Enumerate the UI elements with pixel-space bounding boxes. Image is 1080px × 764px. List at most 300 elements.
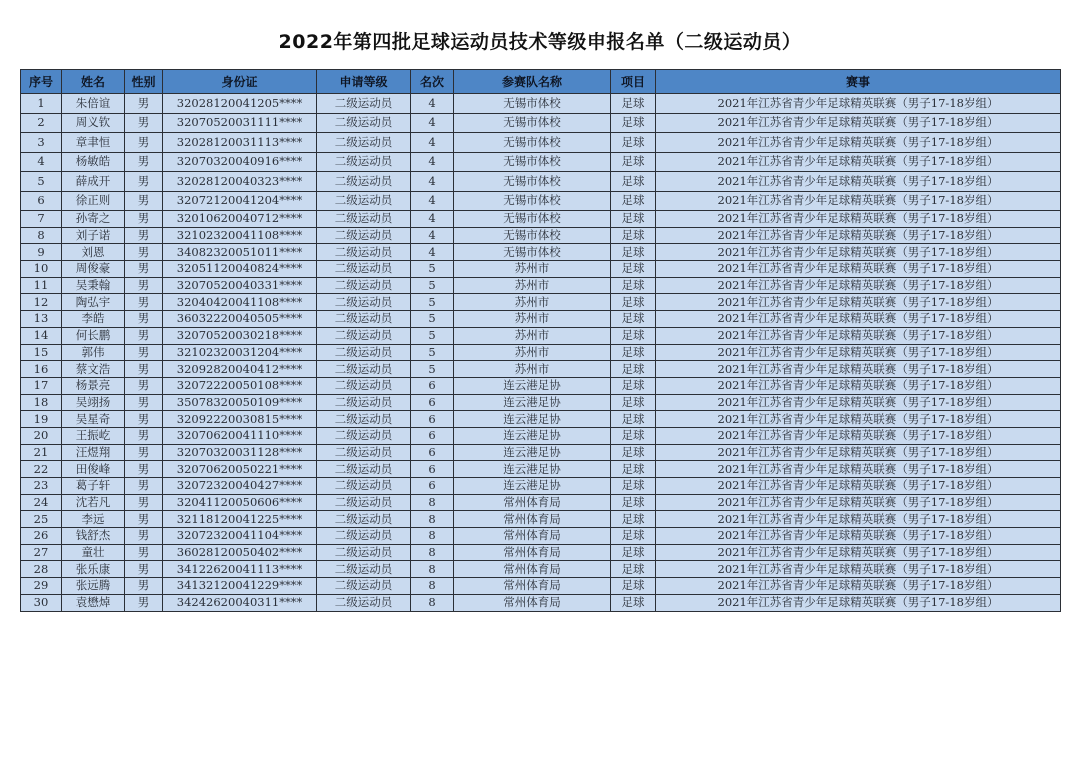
cell-event: 2021年江苏省青少年足球精英联赛（男子17-18岁组） [656, 544, 1061, 561]
cell-sport: 足球 [611, 344, 656, 361]
cell-team: 常州体育局 [454, 561, 611, 578]
cell-sport: 足球 [611, 172, 656, 192]
cell-name: 朱倍谊 [62, 94, 125, 114]
cell-id-number: 32102320041108**** [163, 227, 317, 244]
cell-rank: 8 [411, 578, 454, 595]
cell-gender: 男 [125, 344, 163, 361]
cell-sport: 足球 [611, 261, 656, 278]
cell-event: 2021年江苏省青少年足球精英联赛（男子17-18岁组） [656, 311, 1061, 328]
table-row [21, 152, 1061, 172]
cell-name: 王振屹 [62, 427, 125, 444]
cell-rank: 6 [411, 377, 454, 394]
cell-rank: 8 [411, 561, 454, 578]
table-row [21, 377, 1061, 394]
table-row [21, 277, 1061, 294]
cell-name: 袁懋焯 [62, 594, 125, 611]
cell-rank: 6 [411, 444, 454, 461]
cell-id-number: 32028120040323**** [163, 172, 317, 192]
cell-team: 无锡市体校 [454, 211, 611, 228]
cell-level: 二级运动员 [317, 594, 411, 611]
cell-sport: 足球 [611, 211, 656, 228]
cell-gender: 男 [125, 327, 163, 344]
cell-id-number: 34242620040311**** [163, 594, 317, 611]
cell-event: 2021年江苏省青少年足球精英联赛（男子17-18岁组） [656, 94, 1061, 114]
cell-name: 章聿恒 [62, 133, 125, 153]
cell-name: 沈若凡 [62, 494, 125, 511]
cell-name: 薛成开 [62, 172, 125, 192]
cell-event: 2021年江苏省青少年足球精英联赛（男子17-18岁组） [656, 152, 1061, 172]
cell-team: 常州体育局 [454, 594, 611, 611]
cell-sport: 足球 [611, 377, 656, 394]
table-row [21, 261, 1061, 278]
cell-index: 27 [21, 544, 62, 561]
cell-name: 童壮 [62, 544, 125, 561]
cell-gender: 男 [125, 578, 163, 595]
cell-event: 2021年江苏省青少年足球精英联赛（男子17-18岁组） [656, 113, 1061, 133]
cell-rank: 5 [411, 327, 454, 344]
cell-level: 二级运动员 [317, 172, 411, 192]
cell-event: 2021年江苏省青少年足球精英联赛（男子17-18岁组） [656, 244, 1061, 261]
cell-sport: 足球 [611, 277, 656, 294]
cell-sport: 足球 [611, 578, 656, 595]
cell-sport: 足球 [611, 113, 656, 133]
cell-event: 2021年江苏省青少年足球精英联赛（男子17-18岁组） [656, 561, 1061, 578]
cell-name: 孙寄之 [62, 211, 125, 228]
cell-id-number: 34132120041229**** [163, 578, 317, 595]
cell-level: 二级运动员 [317, 113, 411, 133]
cell-name: 刘子诺 [62, 227, 125, 244]
cell-team: 苏州市 [454, 327, 611, 344]
table-row [21, 544, 1061, 561]
cell-gender: 男 [125, 511, 163, 528]
cell-rank: 5 [411, 344, 454, 361]
cell-index: 16 [21, 361, 62, 378]
table-row [21, 511, 1061, 528]
cell-gender: 男 [125, 377, 163, 394]
cell-team: 苏州市 [454, 277, 611, 294]
table-row [21, 294, 1061, 311]
cell-id-number: 32072120041204**** [163, 191, 317, 211]
cell-level: 二级运动员 [317, 411, 411, 428]
cell-event: 2021年江苏省青少年足球精英联赛（男子17-18岁组） [656, 344, 1061, 361]
cell-name: 杨景亮 [62, 377, 125, 394]
cell-index: 3 [21, 133, 62, 153]
cell-level: 二级运动员 [317, 244, 411, 261]
column-header-gender: 性别 [125, 70, 163, 94]
cell-level: 二级运动员 [317, 191, 411, 211]
cell-rank: 4 [411, 211, 454, 228]
cell-team: 连云港足协 [454, 394, 611, 411]
cell-sport: 足球 [611, 511, 656, 528]
cell-rank: 6 [411, 394, 454, 411]
cell-index: 14 [21, 327, 62, 344]
cell-event: 2021年江苏省青少年足球精英联赛（男子17-18岁组） [656, 327, 1061, 344]
cell-level: 二级运动员 [317, 152, 411, 172]
cell-level: 二级运动员 [317, 511, 411, 528]
cell-sport: 足球 [611, 478, 656, 495]
cell-gender: 男 [125, 311, 163, 328]
cell-id-number: 32028120031113**** [163, 133, 317, 153]
cell-id-number: 32070620050221**** [163, 461, 317, 478]
cell-id-number: 32070520030218**** [163, 327, 317, 344]
cell-name: 汪煜翔 [62, 444, 125, 461]
cell-team: 无锡市体校 [454, 152, 611, 172]
cell-gender: 男 [125, 191, 163, 211]
table-row [21, 594, 1061, 611]
cell-name: 徐正则 [62, 191, 125, 211]
cell-team: 连云港足协 [454, 478, 611, 495]
cell-index: 8 [21, 227, 62, 244]
cell-sport: 足球 [611, 411, 656, 428]
table-row [21, 394, 1061, 411]
cell-id-number: 36028120050402**** [163, 544, 317, 561]
cell-event: 2021年江苏省青少年足球精英联赛（男子17-18岁组） [656, 594, 1061, 611]
cell-sport: 足球 [611, 528, 656, 545]
cell-index: 29 [21, 578, 62, 595]
cell-team: 常州体育局 [454, 528, 611, 545]
cell-team: 苏州市 [454, 311, 611, 328]
cell-gender: 男 [125, 94, 163, 114]
roster-table [20, 69, 1061, 612]
cell-event: 2021年江苏省青少年足球精英联赛（男子17-18岁组） [656, 211, 1061, 228]
cell-sport: 足球 [611, 427, 656, 444]
table-row [21, 494, 1061, 511]
table-row [21, 578, 1061, 595]
cell-rank: 4 [411, 244, 454, 261]
cell-gender: 男 [125, 461, 163, 478]
column-header-index: 序号 [21, 70, 62, 94]
cell-id-number: 34082320051011**** [163, 244, 317, 261]
cell-sport: 足球 [611, 361, 656, 378]
cell-index: 4 [21, 152, 62, 172]
cell-id-number: 32070620041110**** [163, 427, 317, 444]
cell-event: 2021年江苏省青少年足球精英联赛（男子17-18岁组） [656, 377, 1061, 394]
cell-level: 二级运动员 [317, 444, 411, 461]
table-row [21, 444, 1061, 461]
cell-level: 二级运动员 [317, 227, 411, 244]
cell-rank: 4 [411, 94, 454, 114]
cell-rank: 4 [411, 133, 454, 153]
cell-index: 28 [21, 561, 62, 578]
cell-id-number: 32092220030815**** [163, 411, 317, 428]
cell-event: 2021年江苏省青少年足球精英联赛（男子17-18岁组） [656, 361, 1061, 378]
cell-team: 无锡市体校 [454, 94, 611, 114]
cell-event: 2021年江苏省青少年足球精英联赛（男子17-18岁组） [656, 191, 1061, 211]
cell-gender: 男 [125, 528, 163, 545]
cell-rank: 5 [411, 311, 454, 328]
cell-team: 连云港足协 [454, 377, 611, 394]
table-row [21, 461, 1061, 478]
cell-index: 17 [21, 377, 62, 394]
cell-level: 二级运动员 [317, 561, 411, 578]
table-row [21, 344, 1061, 361]
cell-level: 二级运动员 [317, 394, 411, 411]
cell-index: 15 [21, 344, 62, 361]
cell-event: 2021年江苏省青少年足球精英联赛（男子17-18岁组） [656, 294, 1061, 311]
cell-gender: 男 [125, 294, 163, 311]
cell-level: 二级运动员 [317, 478, 411, 495]
cell-level: 二级运动员 [317, 311, 411, 328]
table-row [21, 528, 1061, 545]
cell-gender: 男 [125, 172, 163, 192]
cell-id-number: 32072220050108**** [163, 377, 317, 394]
cell-sport: 足球 [611, 133, 656, 153]
column-header-level: 申请等级 [317, 70, 411, 94]
table-row [21, 94, 1061, 114]
cell-level: 二级运动员 [317, 294, 411, 311]
cell-id-number: 32040420041108**** [163, 294, 317, 311]
cell-index: 1 [21, 94, 62, 114]
cell-event: 2021年江苏省青少年足球精英联赛（男子17-18岁组） [656, 478, 1061, 495]
table-row [21, 113, 1061, 133]
cell-team: 连云港足协 [454, 461, 611, 478]
cell-team: 苏州市 [454, 344, 611, 361]
cell-level: 二级运动员 [317, 261, 411, 278]
cell-name: 蔡文浩 [62, 361, 125, 378]
cell-name: 刘恩 [62, 244, 125, 261]
cell-gender: 男 [125, 394, 163, 411]
cell-rank: 6 [411, 461, 454, 478]
cell-level: 二级运动员 [317, 94, 411, 114]
cell-rank: 8 [411, 528, 454, 545]
cell-name: 吴星奇 [62, 411, 125, 428]
cell-name: 杨敏皓 [62, 152, 125, 172]
cell-gender: 男 [125, 277, 163, 294]
cell-index: 26 [21, 528, 62, 545]
cell-id-number: 32092820040412**** [163, 361, 317, 378]
cell-event: 2021年江苏省青少年足球精英联赛（男子17-18岁组） [656, 394, 1061, 411]
cell-event: 2021年江苏省青少年足球精英联赛（男子17-18岁组） [656, 261, 1061, 278]
cell-gender: 男 [125, 113, 163, 133]
cell-rank: 6 [411, 478, 454, 495]
cell-sport: 足球 [611, 561, 656, 578]
column-header-team: 参赛队名称 [454, 70, 611, 94]
cell-rank: 6 [411, 427, 454, 444]
cell-rank: 4 [411, 113, 454, 133]
cell-gender: 男 [125, 544, 163, 561]
table-row [21, 327, 1061, 344]
cell-level: 二级运动员 [317, 544, 411, 561]
cell-team: 常州体育局 [454, 544, 611, 561]
cell-name: 周义钦 [62, 113, 125, 133]
cell-rank: 4 [411, 172, 454, 192]
table-row [21, 191, 1061, 211]
cell-sport: 足球 [611, 461, 656, 478]
cell-level: 二级运动员 [317, 528, 411, 545]
table-row [21, 244, 1061, 261]
cell-sport: 足球 [611, 494, 656, 511]
cell-team: 连云港足协 [454, 444, 611, 461]
cell-event: 2021年江苏省青少年足球精英联赛（男子17-18岁组） [656, 172, 1061, 192]
cell-index: 9 [21, 244, 62, 261]
column-header-sport: 项目 [611, 70, 656, 94]
cell-name: 周俊豪 [62, 261, 125, 278]
cell-event: 2021年江苏省青少年足球精英联赛（男子17-18岁组） [656, 528, 1061, 545]
cell-id-number: 32070520031111**** [163, 113, 317, 133]
cell-id-number: 32070320040916**** [163, 152, 317, 172]
cell-level: 二级运动员 [317, 211, 411, 228]
cell-index: 30 [21, 594, 62, 611]
cell-level: 二级运动员 [317, 578, 411, 595]
cell-name: 吴翊扬 [62, 394, 125, 411]
cell-index: 12 [21, 294, 62, 311]
cell-event: 2021年江苏省青少年足球精英联赛（男子17-18岁组） [656, 511, 1061, 528]
table-row [21, 361, 1061, 378]
cell-sport: 足球 [611, 191, 656, 211]
cell-team: 无锡市体校 [454, 244, 611, 261]
table-row [21, 172, 1061, 192]
cell-event: 2021年江苏省青少年足球精英联赛（男子17-18岁组） [656, 227, 1061, 244]
cell-id-number: 32072320041104**** [163, 528, 317, 545]
cell-rank: 5 [411, 261, 454, 278]
cell-rank: 8 [411, 594, 454, 611]
cell-index: 20 [21, 427, 62, 444]
cell-sport: 足球 [611, 327, 656, 344]
cell-team: 常州体育局 [454, 494, 611, 511]
cell-gender: 男 [125, 227, 163, 244]
page-title: 2022年第四批足球运动员技术等级申报名单（二级运动员） [278, 31, 802, 53]
cell-gender: 男 [125, 133, 163, 153]
cell-level: 二级运动员 [317, 461, 411, 478]
cell-index: 10 [21, 261, 62, 278]
cell-level: 二级运动员 [317, 361, 411, 378]
cell-gender: 男 [125, 478, 163, 495]
cell-team: 苏州市 [454, 361, 611, 378]
cell-rank: 4 [411, 227, 454, 244]
cell-sport: 足球 [611, 394, 656, 411]
cell-gender: 男 [125, 152, 163, 172]
cell-name: 葛子轩 [62, 478, 125, 495]
cell-rank: 8 [411, 544, 454, 561]
cell-name: 张远腾 [62, 578, 125, 595]
cell-id-number: 32118120041225**** [163, 511, 317, 528]
cell-name: 吴秉翰 [62, 277, 125, 294]
table-body [21, 94, 1061, 612]
cell-name: 李远 [62, 511, 125, 528]
table-row [21, 478, 1061, 495]
cell-gender: 男 [125, 411, 163, 428]
cell-gender: 男 [125, 244, 163, 261]
column-header-rank: 名次 [411, 70, 454, 94]
cell-level: 二级运动员 [317, 494, 411, 511]
table-row [21, 211, 1061, 228]
table-row [21, 561, 1061, 578]
cell-index: 22 [21, 461, 62, 478]
cell-event: 2021年江苏省青少年足球精英联赛（男子17-18岁组） [656, 411, 1061, 428]
cell-gender: 男 [125, 594, 163, 611]
cell-sport: 足球 [611, 152, 656, 172]
cell-name: 郭伟 [62, 344, 125, 361]
cell-rank: 5 [411, 361, 454, 378]
table-row [21, 133, 1061, 153]
cell-gender: 男 [125, 494, 163, 511]
cell-rank: 8 [411, 494, 454, 511]
cell-rank: 6 [411, 411, 454, 428]
cell-sport: 足球 [611, 444, 656, 461]
cell-name: 李皓 [62, 311, 125, 328]
cell-sport: 足球 [611, 94, 656, 114]
cell-event: 2021年江苏省青少年足球精英联赛（男子17-18岁组） [656, 461, 1061, 478]
column-header-name: 姓名 [62, 70, 125, 94]
cell-gender: 男 [125, 211, 163, 228]
cell-rank: 8 [411, 511, 454, 528]
cell-id-number: 32028120041205**** [163, 94, 317, 114]
cell-sport: 足球 [611, 244, 656, 261]
cell-index: 24 [21, 494, 62, 511]
cell-id-number: 32070320031128**** [163, 444, 317, 461]
table-row [21, 427, 1061, 444]
cell-team: 无锡市体校 [454, 191, 611, 211]
cell-name: 钱舒杰 [62, 528, 125, 545]
cell-level: 二级运动员 [317, 327, 411, 344]
cell-sport: 足球 [611, 227, 656, 244]
header-row [21, 70, 1061, 94]
cell-rank: 4 [411, 191, 454, 211]
cell-team: 无锡市体校 [454, 172, 611, 192]
cell-index: 11 [21, 277, 62, 294]
table-row [21, 311, 1061, 328]
cell-team: 苏州市 [454, 294, 611, 311]
cell-gender: 男 [125, 444, 163, 461]
cell-team: 常州体育局 [454, 578, 611, 595]
cell-name: 张乐康 [62, 561, 125, 578]
cell-index: 19 [21, 411, 62, 428]
cell-rank: 5 [411, 294, 454, 311]
cell-id-number: 36032220040505**** [163, 311, 317, 328]
table-row [21, 411, 1061, 428]
cell-event: 2021年江苏省青少年足球精英联赛（男子17-18岁组） [656, 427, 1061, 444]
cell-index: 6 [21, 191, 62, 211]
cell-team: 连云港足协 [454, 427, 611, 444]
cell-level: 二级运动员 [317, 377, 411, 394]
cell-gender: 男 [125, 361, 163, 378]
cell-name: 陶弘宇 [62, 294, 125, 311]
cell-sport: 足球 [611, 544, 656, 561]
cell-team: 无锡市体校 [454, 133, 611, 153]
column-header-id-number: 身份证 [163, 70, 317, 94]
cell-gender: 男 [125, 427, 163, 444]
cell-level: 二级运动员 [317, 277, 411, 294]
cell-index: 21 [21, 444, 62, 461]
cell-event: 2021年江苏省青少年足球精英联赛（男子17-18岁组） [656, 133, 1061, 153]
cell-event: 2021年江苏省青少年足球精英联赛（男子17-18岁组） [656, 277, 1061, 294]
cell-team: 无锡市体校 [454, 227, 611, 244]
cell-event: 2021年江苏省青少年足球精英联赛（男子17-18岁组） [656, 444, 1061, 461]
cell-team: 苏州市 [454, 261, 611, 278]
cell-rank: 4 [411, 152, 454, 172]
cell-name: 何长鹏 [62, 327, 125, 344]
cell-team: 连云港足协 [454, 411, 611, 428]
cell-index: 13 [21, 311, 62, 328]
cell-id-number: 32041120050606**** [163, 494, 317, 511]
cell-id-number: 32051120040824**** [163, 261, 317, 278]
cell-index: 25 [21, 511, 62, 528]
cell-level: 二级运动员 [317, 344, 411, 361]
cell-sport: 足球 [611, 311, 656, 328]
cell-index: 7 [21, 211, 62, 228]
column-header-event: 赛事 [656, 70, 1061, 94]
cell-level: 二级运动员 [317, 133, 411, 153]
cell-index: 5 [21, 172, 62, 192]
cell-team: 常州体育局 [454, 511, 611, 528]
cell-id-number: 34122620041113**** [163, 561, 317, 578]
cell-event: 2021年江苏省青少年足球精英联赛（男子17-18岁组） [656, 578, 1061, 595]
cell-id-number: 35078320050109**** [163, 394, 317, 411]
cell-gender: 男 [125, 561, 163, 578]
cell-sport: 足球 [611, 594, 656, 611]
cell-name: 田俊峰 [62, 461, 125, 478]
cell-id-number: 32070520040331**** [163, 277, 317, 294]
